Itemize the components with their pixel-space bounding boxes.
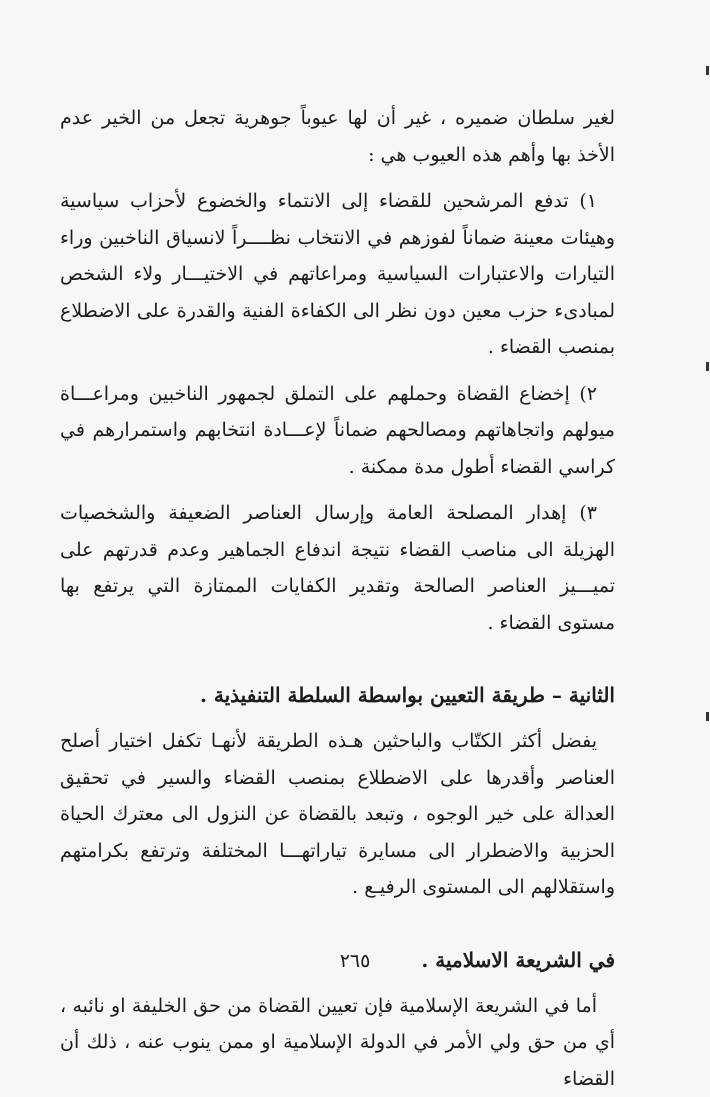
paragraph-islamic-law: أما في الشريعة الإسلامية فإن تعيين القضاة من حق الخليفة او نائبه ، أي من حق ولي الأمر في الدولة الإسلامية او ممن ينوب عنه ، ذلك أن القضاء <box>60 988 615 1097</box>
spacer <box>60 978 615 988</box>
scan-edge-mark <box>706 362 709 371</box>
spacer <box>60 641 615 677</box>
page-number: ٢٦٥ <box>0 950 710 972</box>
paragraph-executive-appointment: يفضل أكثر الكتّاب والباحثين هـذه الطريقة لأنهـا تكفل اختيار أصلح العناصر وأقدرها على الاضطلاع بمنصب القضاء والسير في تحقيق العدالة على خير الوجوه ، وتبعد بالقضاة عن النزول الى معترك الحياة الحزبية والاضطرار الى مسايرة تياراتهـــا المختلفة وترتفع بكرامتهم واستقلالهم الى المستوى الرفيـع . <box>60 723 615 906</box>
spacer <box>60 173 615 183</box>
spacer <box>60 366 615 376</box>
paragraph-item-3: ٣) إهدار المصلحة العامة وإرسال العناصر الضعيفة والشخصيات الهزيلة الى مناصب القضاء نتيجة اندفاع الجماهير وعدم قدرتهم على تميـــيز العناصر الصالحة وتقدير الكفايات الممتازة التي يرتفع بها مستوى القضاء . <box>60 495 615 641</box>
spacer <box>60 906 615 942</box>
spacer <box>60 713 615 723</box>
scan-edge-mark <box>706 66 709 75</box>
page-body <box>60 100 615 1097</box>
spacer <box>60 485 615 495</box>
paragraph-item-2: ٢) إخضاع القضاة وحملهم على التملق لجمهور الناخبين ومراعـــاة ميولهم واتجاهاتهم ومصالحهم ضماناً لإعـــادة انتخابهم واستمرارهم في كراسي القضاء أطول مدة ممكنة . <box>60 376 615 486</box>
paragraph-intro: لغير سلطان ضميره ، غير أن لها عيوباً جوهرية تجعل من الخير عدم الأخذ بها وأهم هذه العيوب هي : <box>60 100 615 173</box>
scan-edge-mark <box>706 712 709 721</box>
section-heading-executive-appointment: الثانية – طريقة التعيين بواسطة السلطة التنفيذية . <box>60 677 615 713</box>
paragraph-item-1: ١) تدفع المرشحين للقضاء إلى الانتماء والخضوع لأحزاب سياسية وهيئات معينة ضماناً لفوزهم في الانتخاب نظــــراً لانسياق الناخبين وراء التيارات والاعتبارات السياسية ومراعاتهم في الاختيـــار ولاء الشخص لمبادىء حزب معين دون نظر الى الكفاءة الفنية والقدرة على الاضطلاع بمنصب القضاء . <box>60 183 615 366</box>
section-heading-islamic-law: في الشريعة الاسلامية . <box>60 942 615 978</box>
